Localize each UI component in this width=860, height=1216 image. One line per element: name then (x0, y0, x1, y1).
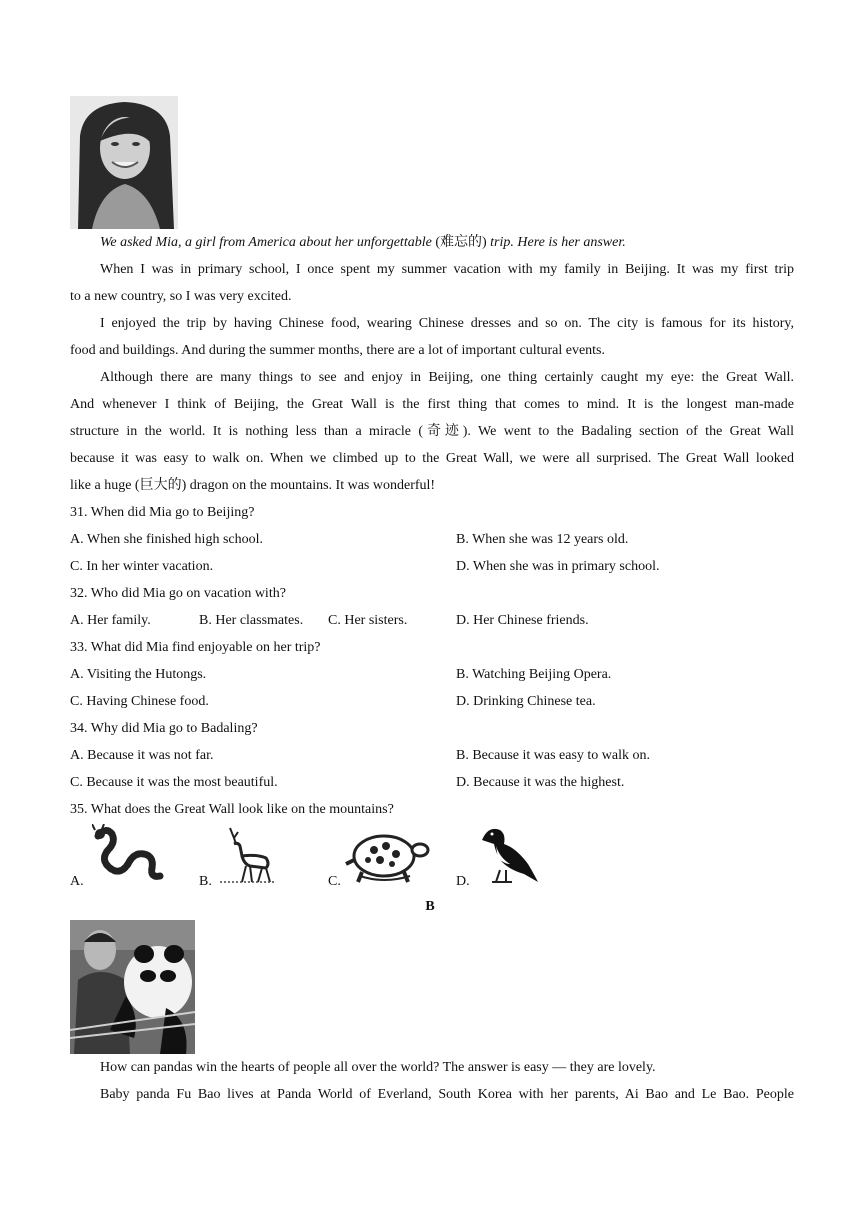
passage-a-line-3: I enjoyed the trip by having Chinese food, wearing Chinese dresses and so on. The city is famous for its history, (100, 316, 794, 331)
turtle-icon (344, 826, 430, 886)
passage-a-line-5: Although there are many things to see and enjoy in Beijing, one thing certainly caught my eye: the Great Wall. (100, 370, 794, 385)
q33-option-b[interactable]: B. Watching Beijing Opera. (456, 667, 612, 682)
q33-option-a[interactable]: A. Visiting the Hutongs. (70, 667, 207, 682)
passage-a-line-8: because it was easy to walk on. When we climbed up to the Great Wall, we were all surprised. The Great Wall looked (70, 451, 794, 466)
panda-photo (70, 920, 195, 1054)
q32-option-d[interactable]: D. Her Chinese friends. (456, 613, 589, 628)
question-32: 32. Who did Mia go on vacation with? (70, 586, 286, 601)
passage-b-line-2: Baby panda Fu Bao lives at Panda World of Everland, South Korea with her parents, Ai Bao and Le Bao. People (100, 1087, 794, 1102)
passage-b-line-1: How can pandas win the hearts of people all over the world? The answer is easy — they are lovely. (100, 1060, 656, 1075)
q33-option-d[interactable]: D. Drinking Chinese tea. (456, 694, 596, 709)
question-34: 34. Why did Mia go to Badaling? (70, 721, 258, 736)
q35-option-c[interactable]: C. (328, 874, 341, 889)
intro-italic-2: trip. Here is her answer. (490, 235, 626, 250)
dragon-icon (92, 824, 168, 884)
magpie-icon (476, 824, 540, 886)
q34-option-b[interactable]: B. Because it was easy to walk on. (456, 748, 651, 763)
passage-a-line-6: And whenever I think of Beijing, the Great Wall is the first thing that comes to mind. It is the longest man-made (70, 397, 794, 412)
q35-option-b[interactable]: B. (199, 874, 212, 889)
q34-option-a[interactable]: A. Because it was not far. (70, 748, 214, 763)
q32-option-b[interactable]: B. Her classmates. (199, 613, 304, 628)
passage-a-intro (70, 229, 794, 256)
q31-option-a[interactable]: A. When she finished high school. (70, 532, 263, 547)
passage-a-line-4: food and buildings. And during the summer months, there are a lot of important cultural events. (70, 343, 606, 358)
passage-a-line-9: like a huge (巨大的) dragon on the mountains. It was wonderful! (70, 478, 436, 493)
question-31: 31. When did Mia go to Beijing? (70, 505, 255, 520)
q33-option-c[interactable]: C. Having Chinese food. (70, 694, 209, 709)
q32-option-c[interactable]: C. Her sisters. (328, 613, 408, 628)
section-b-heading: B (425, 899, 435, 914)
q31-option-d[interactable]: D. When she was in primary school. (456, 559, 660, 574)
intro-chinese-gloss: (难忘的) (435, 235, 487, 250)
q32-option-a[interactable]: A. Her family. (70, 613, 151, 628)
q34-option-d[interactable]: D. Because it was the highest. (456, 775, 625, 790)
intro-italic-1: We asked Mia, a girl from America about her unforgettable (100, 235, 432, 250)
q31-option-c[interactable]: C. In her winter vacation. (70, 559, 214, 574)
q35-option-d[interactable]: D. (456, 874, 470, 889)
q35-option-a[interactable]: A. (70, 874, 84, 889)
passage-a-line-2: to a new country, so I was very excited. (70, 289, 292, 304)
passage-a-line-1: When I was in primary school, I once spent my summer vacation with my family in Beijing. It was my first trip (100, 262, 794, 277)
question-33: 33. What did Mia find enjoyable on her trip? (70, 640, 321, 655)
q34-option-c[interactable]: C. Because it was the most beautiful. (70, 775, 278, 790)
deer-icon (216, 824, 278, 886)
passage-a-line-7: structure in the world. It is nothing less than a miracle (奇迹). We went to the Badaling section of the Great Wall (70, 424, 794, 439)
question-35: 35. What does the Great Wall look like on the mountains? (70, 802, 394, 817)
mia-photo (70, 96, 180, 229)
q31-option-b[interactable]: B. When she was 12 years old. (456, 532, 629, 547)
